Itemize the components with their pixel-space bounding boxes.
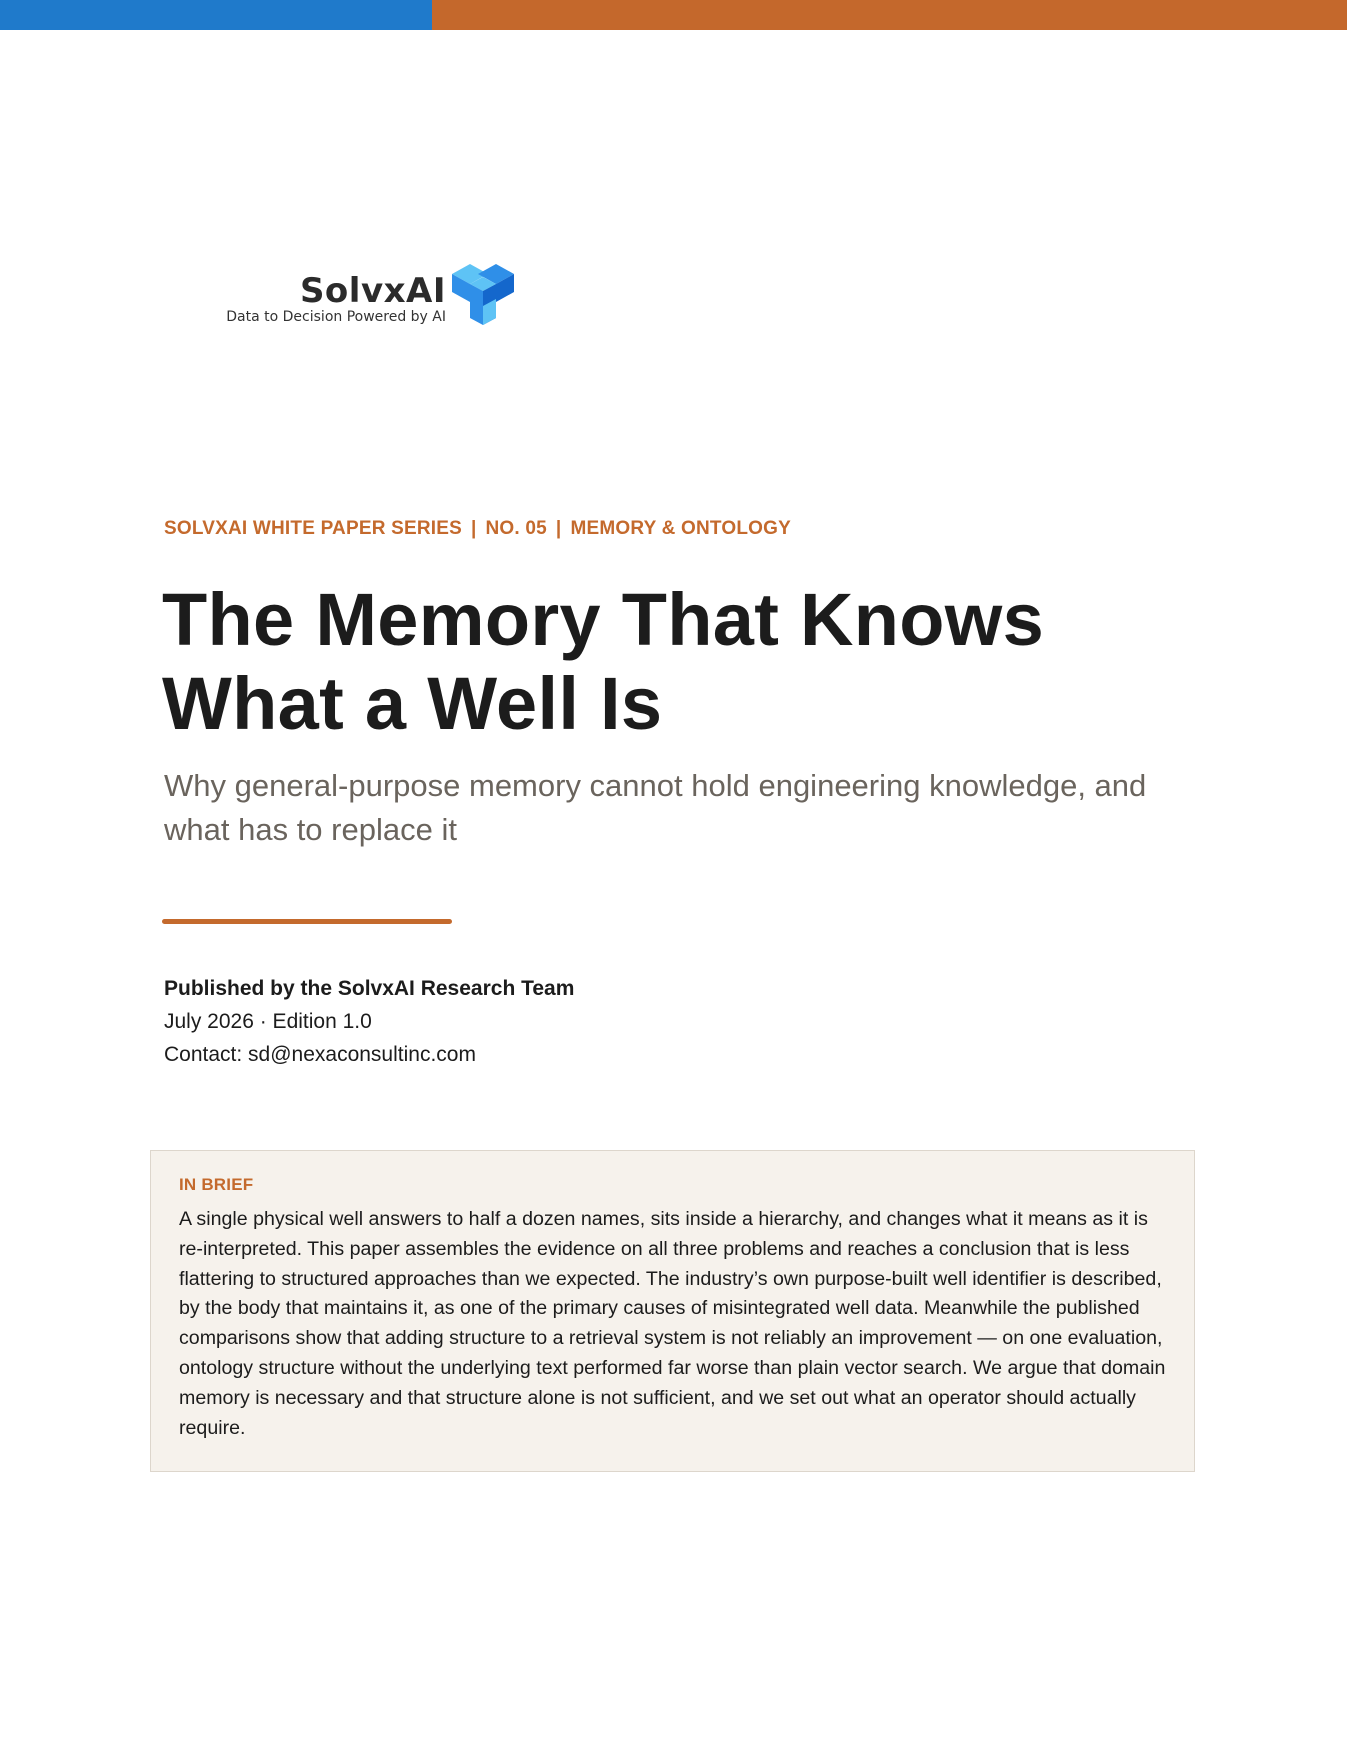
contact-line: Contact: sd@nexaconsultinc.com [164,1043,476,1066]
document-subtitle: Why general-purpose memory cannot hold engineering knowledge, and what has to replace it [164,768,1147,847]
top-color-bar [0,0,1347,30]
byline [164,972,574,1071]
date-edition-line: July 2026 · Edition 1.0 [164,1010,372,1033]
top-bar-orange-segment [432,0,1347,30]
logo-tagline: Data to Decision Powered by AI [226,309,446,325]
accent-divider [162,919,452,924]
kicker-series: SOLVXAI WHITE PAPER SERIES [164,518,462,539]
logo-wordmark: SolvxAI [299,271,446,311]
kicker-separator: | [555,518,562,539]
cube-logo-icon [452,262,514,328]
in-brief-body: A single physical well answers to half a dozen names, sits inside a hierarchy, and changes what it means as it is re-interpreted. This paper assembles the evidence on all three problems and reaches a conclusion that is less flattering to structured approaches than we expected. The industry’s own purpose-built well identifier is described, by the body that maintains it, as one of the primary causes of misintegrated well data. Meanwhile the published comparisons show that adding structure to a retrieval system is not reliably an improvement — on one evaluation, ontology structure without the underlying text performed far worse than plain vector search. We argue that domain memory is necessary and that structure alone is not sufficient, and we set out what an operator should actually require. [179,1208,1166,1439]
top-bar-blue-segment [0,0,432,30]
document-title [162,578,1262,746]
publisher-line: Published by the SolvxAI Research Team [164,977,575,1000]
in-brief-label: IN BRIEF [179,1175,254,1194]
company-logo [218,262,518,332]
cube-center-left [470,284,483,325]
series-kicker [164,518,791,540]
title-line-1: The Memory That Knows [162,578,1045,661]
kicker-topic: MEMORY & ONTOLOGY [570,518,791,539]
kicker-separator: | [470,518,477,539]
in-brief-box [150,1150,1195,1472]
kicker-number: NO. 05 [485,518,547,539]
title-line-2: What a Well Is [162,662,663,745]
